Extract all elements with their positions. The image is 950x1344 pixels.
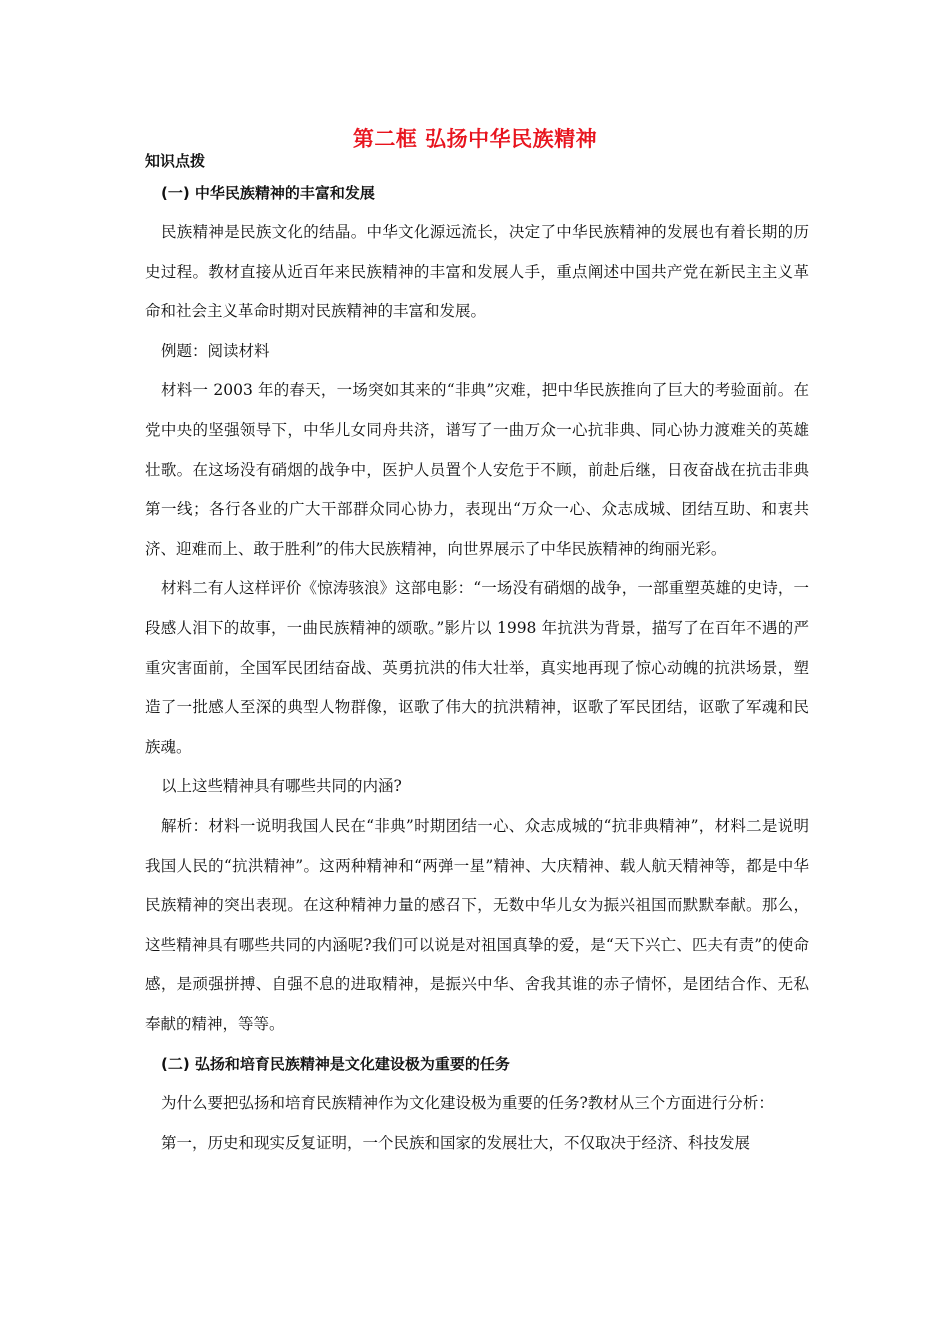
paragraph-question: 以上这些精神具有哪些共同的内涵?: [161, 777, 402, 796]
paragraph-analysis: 解析：材料一说明我国人民在“非典”时期团结一心、众志成城的“抗非典精神”，材料二是说明我国人民的“抗洪精神”。这两种精神和“两弹一星”精神、大庆精神、载人航天精神等，都是中华民族精神的突出表现。在这种精神力量的感召下，无数中华儿女为振兴祖国而默默奉献。那么，这些精神具有哪些共同的内涵呢?我们可以说是对祖国真挚的爱，是“天下兴亡、匹夫有责”的使命感，是顽强拼搏、自强不息的进取精神，是振兴中华、舍我其谁的赤子情怀，是团结合作、无私奉献的精神，等等。: [145, 816, 809, 1033]
section-heading-1: (一) 中华民族精神的丰富和发展: [161, 184, 375, 202]
paragraph-example-label: 例题：阅读材料: [161, 341, 270, 360]
page-title: 第二框 弘扬中华民族精神: [352, 127, 598, 151]
document-body: [145, 151, 809, 1164]
paragraph-material-1: 材料一 2003 年的春天，一场突如其来的“非典”灾难，把中华民族推向了巨大的考验面前。在党中央的坚强领导下，中华儿女同舟共济，谱写了一曲万众一心抗非典、同心协力渡难关的英雄壮歌。在这场没有硝烟的战争中，医护人员置个人安危于不顾，前赴后继，日夜奋战在抗击非典第一线；各行各业的广大干部群众同心协力，表现出“万众一心、众志成城、团结互助、和衷共济、迎难而上、敢于胜利”的伟大民族精神，向世界展示了中华民族精神的绚丽光彩。: [145, 381, 809, 558]
paragraph-material-2: 材料二有人这样评价《惊涛骇浪》这部电影：“一场没有硝烟的战争，一部重塑英雄的史诗，一段感人泪下的故事，一曲民族精神的颂歌。”影片以 1998 年抗洪为背景，描写了在百年不遇的严重灾害面前，全国军民团结奋战、英勇抗洪的伟大壮举，真实地再现了惊心动魄的抗洪场景，塑造了一批感人至深的典型人物群像，讴歌了伟大的抗洪精神，讴歌了军民团结，讴歌了军魂和民族魂。: [145, 579, 809, 756]
section-label: 知识点拨: [145, 152, 206, 170]
paragraph-first-point: 第一，历史和现实反复证明，一个民族和国家的发展壮大，不仅取决于经济、科技发展: [161, 1134, 751, 1153]
paragraph-why: 为什么要把弘扬和培育民族精神作为文化建设极为重要的任务?教材从三个方面进行分析：: [161, 1094, 774, 1113]
section-heading-2: (二) 弘扬和培育民族精神是文化建设极为重要的任务: [161, 1055, 510, 1074]
paragraph-intro: 民族精神是民族文化的结晶。中华文化源远流长，决定了中华民族精神的发展也有着长期的历史过程。教材直接从近百年来民族精神的丰富和发展人手，重点阐述中国共产党在新民主主义革命和社会主义革命时期对民族精神的丰富和发展。: [145, 223, 809, 321]
